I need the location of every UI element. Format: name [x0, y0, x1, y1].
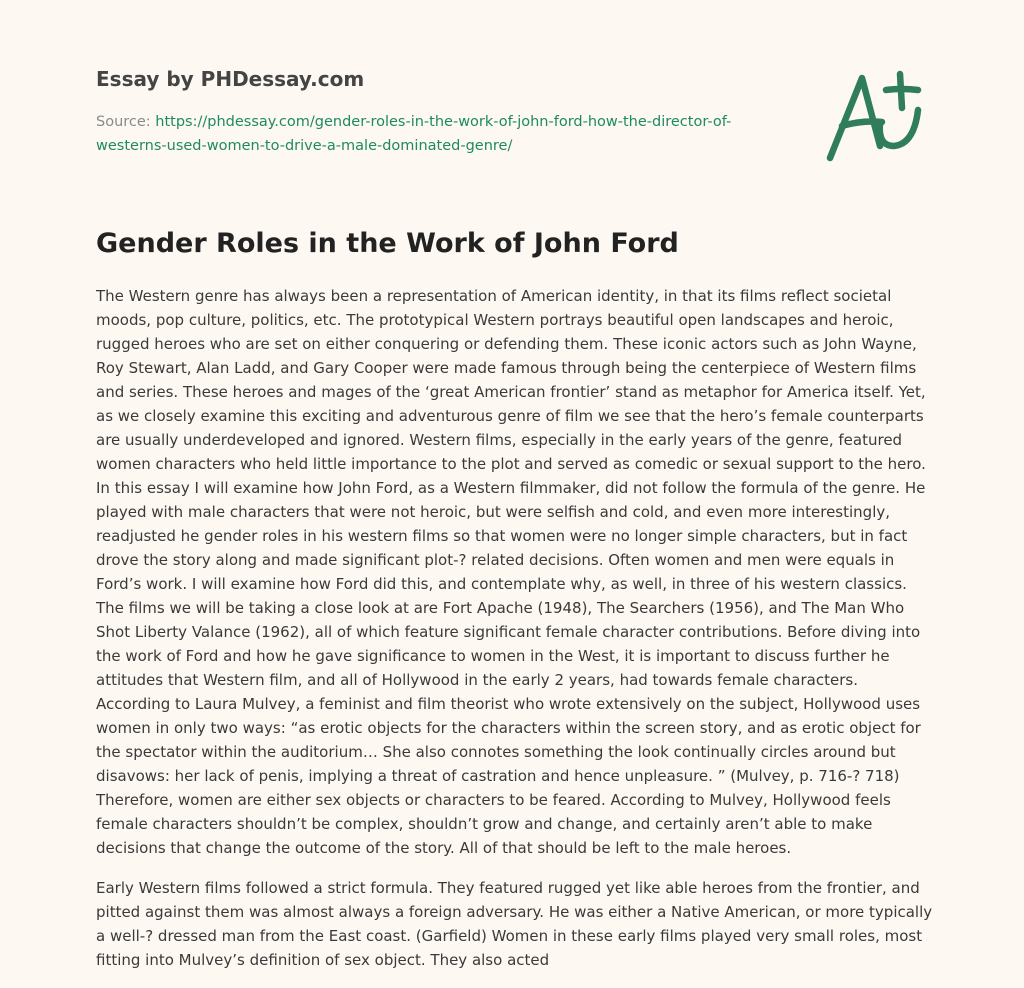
- source-line: [96, 110, 796, 158]
- essay-paragraph-1: The Western genre has always been a representation of American identity, in that its films reflect societal moods, pop culture, politics, etc. The prototypical Western portrays beautiful open landscapes and heroic, rugged heroes who are set on either conquering or defending them. These iconic actors such as John Wayne, Roy Stewart, Alan Ladd, and Gary Cooper were made famous through being the centerpiece of Western films and series. These heroes and mages of the ‘great American frontier’ stand as metaphor for America itself. Yet, as we closely examine this exciting and adventurous genre of film we see that the hero’s female counterparts are usually underdeveloped and ignored. Western films, especially in the early years of the genre, featured women characters who held little importance to the plot and served as comedic or sexual support to the hero. In this essay I will examine how John Ford, as a Western filmmaker, did not follow the formula of the genre. He played with male characters that were not heroic, but were selfish and cold, and even more interestingly, readjusted he gender roles in his western films so that women were no longer simple characters, but in fact drove the story along and made significant plot-? related decisions. Often women and men were equals in Ford’s work. I will examine how Ford did this, and contemplate why, as well, in three of his western classics. The films we will be taking a close look at are Fort Apache (1948), The Searchers (1956), and The Man Who Shot Liberty Valance (1962), all of which feature significant female character contributions. Before diving into the work of Ford and how he gave significance to women in the West, it is important to discuss further he attitudes that Western film, and all of Hollywood in the early 2 years, had towards female characters. According to Laura Mulvey, a feminist and film theorist who wrote extensively on the subject, Hollywood uses women in only two ways: “as erotic objects for the characters within the screen story, and as erotic object for the spectator within the auditorium… She also connotes something the look continually circles around but disavows: her lack of penis, implying a threat of castration and hence unpleasure. ” (Mulvey, p. 716-? 718) Therefore, women are either sex objects or characters to be feared. According to Mulvey, Hollywood feels female characters shouldn’t be complex, shouldn’t grow and change, and certainly aren’t able to make decisions that change the outcome of the story. All of that should be left to the male heroes.: [96, 287, 926, 857]
- site-brand: Essay by PHDessay.com: [96, 67, 365, 91]
- a-plus-logo-icon: [822, 66, 932, 166]
- essay-body: [96, 284, 936, 988]
- essay-title: Gender Roles in the Work of John Ford: [96, 228, 679, 259]
- source-link[interactable]: https://phdessay.com/gender-roles-in-the-work-of-john-ford-how-the-director-of-westerns-used-women-to-drive-a-male-dominated-genre/: [96, 114, 732, 154]
- a-plus-logo-graphic: [822, 66, 932, 166]
- header: [96, 64, 796, 158]
- essay-paragraph-2: Early Western films followed a strict formula. They featured rugged yet like able heroes from the frontier, and pitted against them was almost always a foreign adversary. He was either a Native American, or more typically a well-? dressed man from the East coast. (Garfield) Women in these early films played very small roles, most fitting into Mulvey’s definition of sex object. They also acted: [96, 879, 933, 969]
- source-label: Source:: [96, 114, 156, 130]
